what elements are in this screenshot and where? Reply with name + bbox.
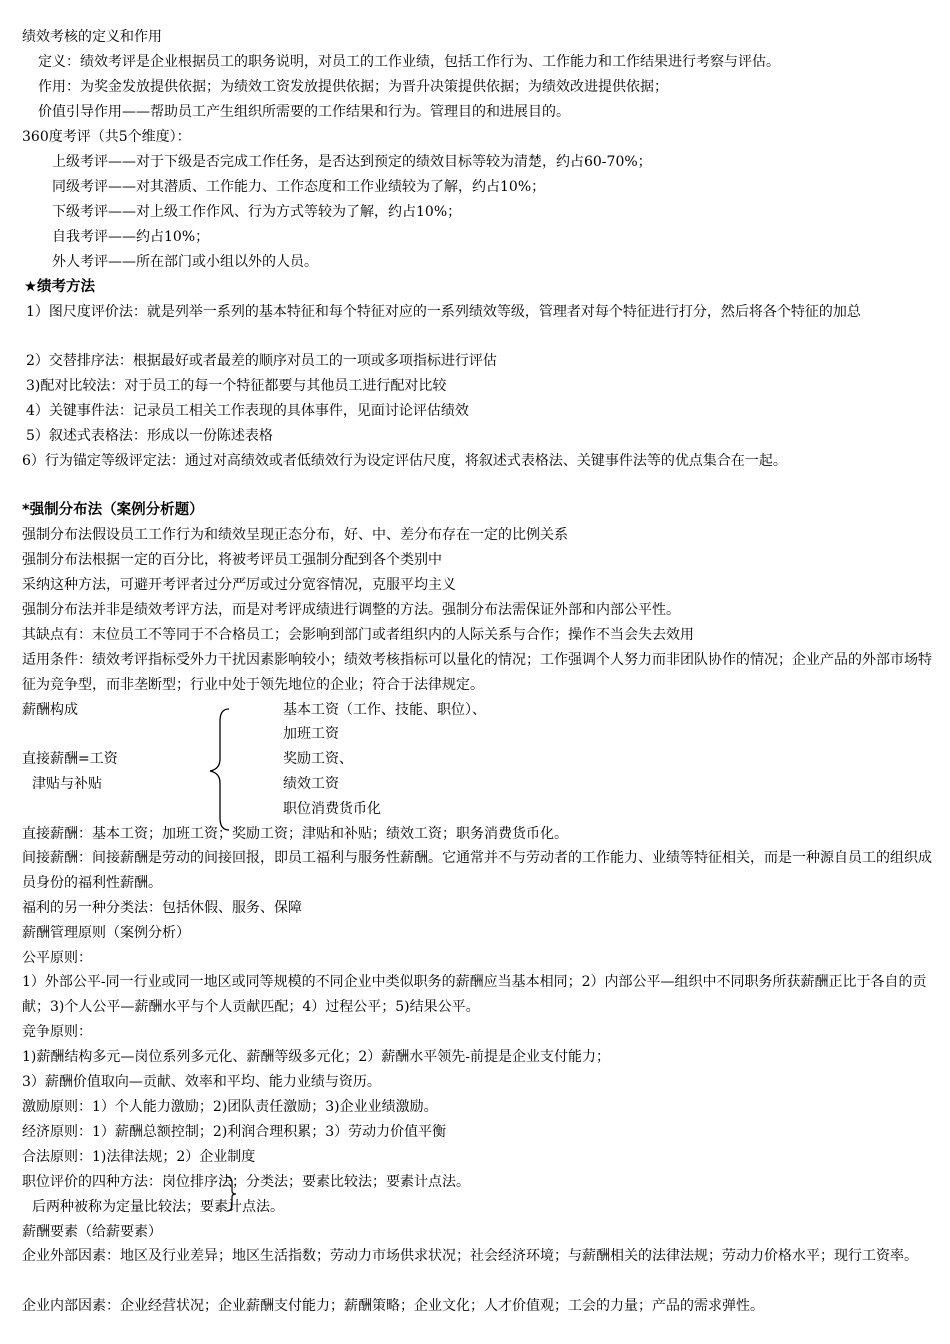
salary-item-overtime: 加班工资	[283, 726, 339, 742]
salary-item-consumption: 职位消费货币化	[283, 801, 381, 817]
direct-salary-label: 直接薪酬=工资	[22, 751, 118, 767]
competition-principle-label: 竞争原则：	[22, 1024, 92, 1040]
heading-salary-factors: 薪酬要素（给薪要素）	[22, 1224, 162, 1240]
forced-dist-drawbacks: 其缺点有：末位员工不等同于不合格员工；会影响到部门或者组织内的人际关系与合作；操作不当会失去效用	[22, 627, 694, 643]
review-superior: 上级考评——对于下级是否完成工作任务，是否达到预定的绩效目标等较为清楚，约占60-70%；	[52, 154, 652, 170]
salary-item-bonus: 奖励工资、	[283, 751, 353, 767]
forced-dist-conditions: 适用条件：绩效考评指标受外力干扰因素影响较小；绩效考核指标可以量化的情况；工作强调个人努力而非团队协作的情况；企业产品的外部市场特征为竞争型，而非垄断型；行业中处于领先地位的企业；符合于法律规定。	[22, 652, 932, 693]
welfare-classification: 福利的另一种分类法：包括休假、服务、保障	[22, 900, 302, 916]
method-critical-incident: 4）关键事件法：记录员工相关工作表现的具体事件，见面讨论评估绩效	[26, 403, 469, 419]
internal-factors: 企业内部因素：企业经营状况；企业薪酬支付能力；薪酬策略；企业文化；人才价值观；工会的力量；产品的需求弹性。	[22, 1298, 764, 1314]
heading-performance-definition: 绩效考核的定义和作用	[22, 29, 162, 45]
fairness-principle-label: 公平原则：	[22, 950, 92, 966]
value-guidance-line: 价值引导作用——帮助员工产生组织所需要的工作结果和行为。管理目的和进展目的。	[38, 104, 570, 120]
method-narrative-form: 5）叙述式表格法：形成以一份陈述表格	[26, 428, 273, 444]
review-subordinate: 下级考评——对上级工作作风、行为方式等较为了解，约占10%；	[52, 204, 462, 220]
forced-dist-percentage: 强制分布法根据一定的百分比，将被考评员工强制分配到各个类别中	[22, 552, 442, 568]
allowance-label: 津贴与补贴	[32, 776, 102, 792]
heading-methods: ★绩考方法	[24, 279, 95, 295]
salary-item-base: 基本工资（工作、技能、职位）、	[283, 702, 486, 718]
function-line: 作用：为奖金发放提供依据；为绩效工资发放提供依据；为晋升决策提供依据；为绩效改进提供依据；	[38, 79, 668, 95]
economic-principle: 经济原则：1）薪酬总额控制；2)利润合理积累；3）劳动力价值平衡	[22, 1124, 447, 1140]
salary-item-performance: 绩效工资	[283, 776, 339, 792]
heading-forced-distribution: *强制分布法（案例分析题）	[22, 502, 204, 518]
curly-brace-icon	[205, 707, 235, 832]
review-self: 自我考评——约占10%；	[52, 229, 210, 245]
direct-salary-line: 直接薪酬：基本工资；加班工资；奖励工资；津贴和补贴；绩效工资；职务消费货币化。	[22, 826, 568, 842]
forced-dist-nature: 强制分布法并非是绩效考评方法，而是对考评成绩进行调整的方法。强制分布法需保证外部和内部公平性。	[22, 602, 680, 618]
indirect-salary-line: 间接薪酬：间接薪酬是劳动的间接回报，即员工福利与服务性薪酬。它通常并不与劳动者的工作能力、业绩等特征相关，而是一种源自员工的组织成员身份的福利性薪酬。	[22, 850, 932, 891]
method-alternation-ranking: 2）交替排序法：根据最好或者最差的顺序对员工的一项或多项指标进行评估	[26, 353, 497, 369]
incentive-principle: 激励原则：1）个人能力激励；2)团队责任激励；3)企业业绩激励。	[22, 1099, 438, 1115]
job-evaluation-methods: 职位评价的四种方法：岗位排序法；分类法；要素比较法；要素计点法。	[22, 1174, 470, 1190]
external-factors: 企业外部因素：地区及行业差异；地区生活指数；劳动力市场供求状况；社会经济环境；与薪酬相关的法律法规；劳动力价格水平；现行工资率。	[22, 1248, 918, 1264]
forced-dist-benefit: 采纳这种方法，可避开考评者过分严厉或过分宽容情况，克服平均主义	[22, 577, 456, 593]
method-graphic-rating: 1）图尺度评价法：就是列举一系列的基本特征和每个特征对应的一系列绩效等级，管理者对每个特征进行打分，然后将各个特征的加总	[26, 304, 861, 320]
heading-salary-principles: 薪酬管理原则（案例分析）	[22, 925, 190, 941]
definition-line: 定义：绩效考评是企业根据员工的职务说明，对员工的工作业绩，包括工作行为、工作能力和工作结果进行考察与评估。	[38, 54, 780, 70]
quantitative-methods: 后两种被称为定量比较法；要素计点法。	[32, 1199, 284, 1215]
competition-principle-2: 3）薪酬价值取向—贡献、效率和平均、能力业绩与资历。	[22, 1074, 381, 1090]
salary-composition-label: 薪酬构成	[22, 702, 78, 718]
competition-principle-1: 1)薪酬结构多元—岗位系列多元化、薪酬等级多元化；2）薪酬水平领先-前提是企业支付能力；	[22, 1049, 611, 1065]
review-peer: 同级考评——对其潜质、工作能力、工作态度和工作业绩较为了解，约占10%；	[52, 179, 546, 195]
fairness-principle-detail: 1）外部公平-同一行业或同一地区或同等规模的不同企业中类似职务的薪酬应当基本相同；2）内部公平—组织中不同职务所获薪酬正比于各自的贡献；3)个人公平—薪酬水平与个人贡献匹配；4）过程公平；5)结果公平。	[22, 974, 927, 1015]
heading-360-review: 360度考评（共5个维度）：	[22, 129, 191, 145]
review-outsider: 外人考评——所在部门或小组以外的人员。	[52, 254, 318, 270]
method-paired-comparison: 3)配对比较法：对于员工的每一个特征都要与其他员工进行配对比较	[26, 378, 447, 394]
method-bars: 6）行为锚定等级评定法：通过对高绩效或者低绩效行为设定评估尺度，将叙述式表格法、关键事件法等的优点集合在一起。	[22, 453, 787, 469]
forced-dist-assumption: 强制分布法假设员工工作行为和绩效呈现正态分布，好、中、差分布存在一定的比例关系	[22, 527, 568, 543]
legal-principle: 合法原则：1)法律法规；2）企业制度	[22, 1149, 256, 1165]
small-brace-icon	[224, 1176, 238, 1212]
